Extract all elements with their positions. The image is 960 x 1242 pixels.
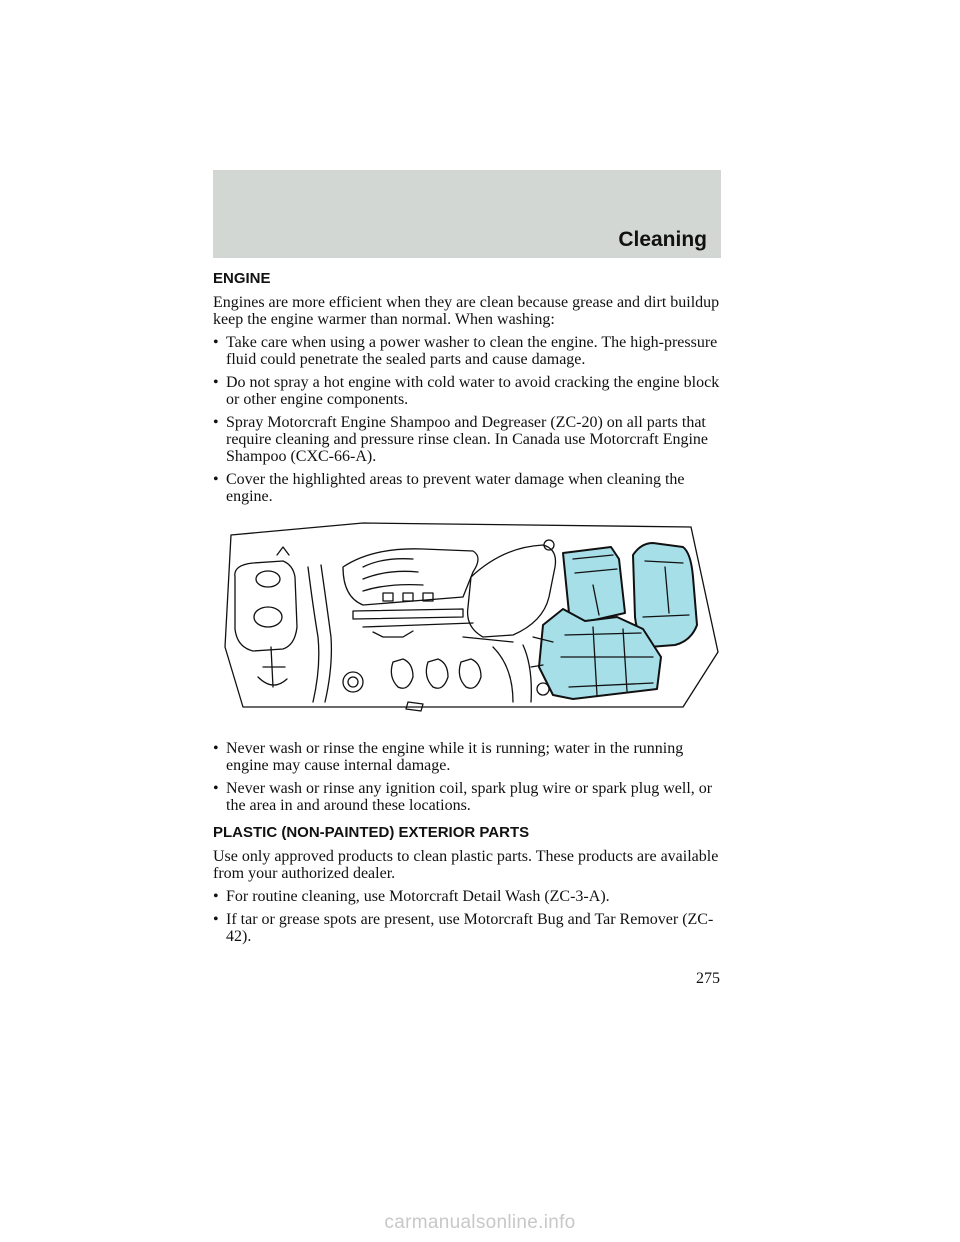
section-header: [213, 170, 721, 258]
intake-manifold: [343, 549, 478, 605]
engine-cover: [468, 545, 556, 637]
page-number: 275: [696, 970, 720, 987]
engine-bullet-list-continued: [213, 740, 723, 814]
engine-intro: Engines are more efficient when they are clean because grease and dirt buildup keep the engine warmer than normal. When washing:: [213, 294, 720, 328]
reservoir-cap: [256, 571, 280, 587]
page-content: [213, 270, 723, 951]
engine-heading: ENGINE: [213, 270, 271, 287]
engine-bullet-list: [213, 334, 723, 505]
engine-bullet-4: • Cover the highlighted areas to prevent water damage when cleaning the engine.: [213, 471, 723, 505]
engine-bullet-3: • Spray Motorcraft Engine Shampoo and Degreaser (ZC-20) on all parts that require cleaning and pressure rinse clean. In Canada use Motorcraft Engine Shampoo (CXC-66-A).: [213, 414, 723, 465]
coolant-reservoir: [235, 561, 297, 651]
engine-bullet-5: • Never wash or rinse the engine while it is running; water in the running engine may cause internal damage.: [213, 740, 723, 774]
spark-plug-cap: [343, 672, 363, 692]
plastic-bullet-list: [213, 888, 723, 945]
watermark: carmanualsonline.info: [384, 1212, 576, 1233]
engine-bullet-2: • Do not spray a hot engine with cold water to avoid cracking the engine block or other engine components.: [213, 374, 723, 408]
engine-compartment-illustration: [213, 517, 723, 722]
plastic-bullet-1: • For routine cleaning, use Motorcraft Detail Wash (ZC-3-A).: [213, 888, 723, 905]
engine-bullet-1: • Take care when using a power washer to clean the engine. The high-pressure fluid could penetrate the sealed parts and cause damage.: [213, 334, 723, 368]
section-title: Cleaning: [618, 228, 707, 251]
engine-bullet-6: • Never wash or rinse any ignition coil, spark plug wire or spark plug well, or the area in and around these locations.: [213, 780, 723, 814]
highlighted-battery: [563, 547, 625, 623]
plastic-bullet-2: • If tar or grease spots are present, use Motorcraft Bug and Tar Remover (ZC-42).: [213, 911, 723, 945]
plastic-intro: Use only approved products to clean plastic parts. These products are available from your authorized dealer.: [213, 848, 719, 882]
plastic-heading: PLASTIC (NON-PAINTED) EXTERIOR PARTS: [213, 824, 530, 841]
